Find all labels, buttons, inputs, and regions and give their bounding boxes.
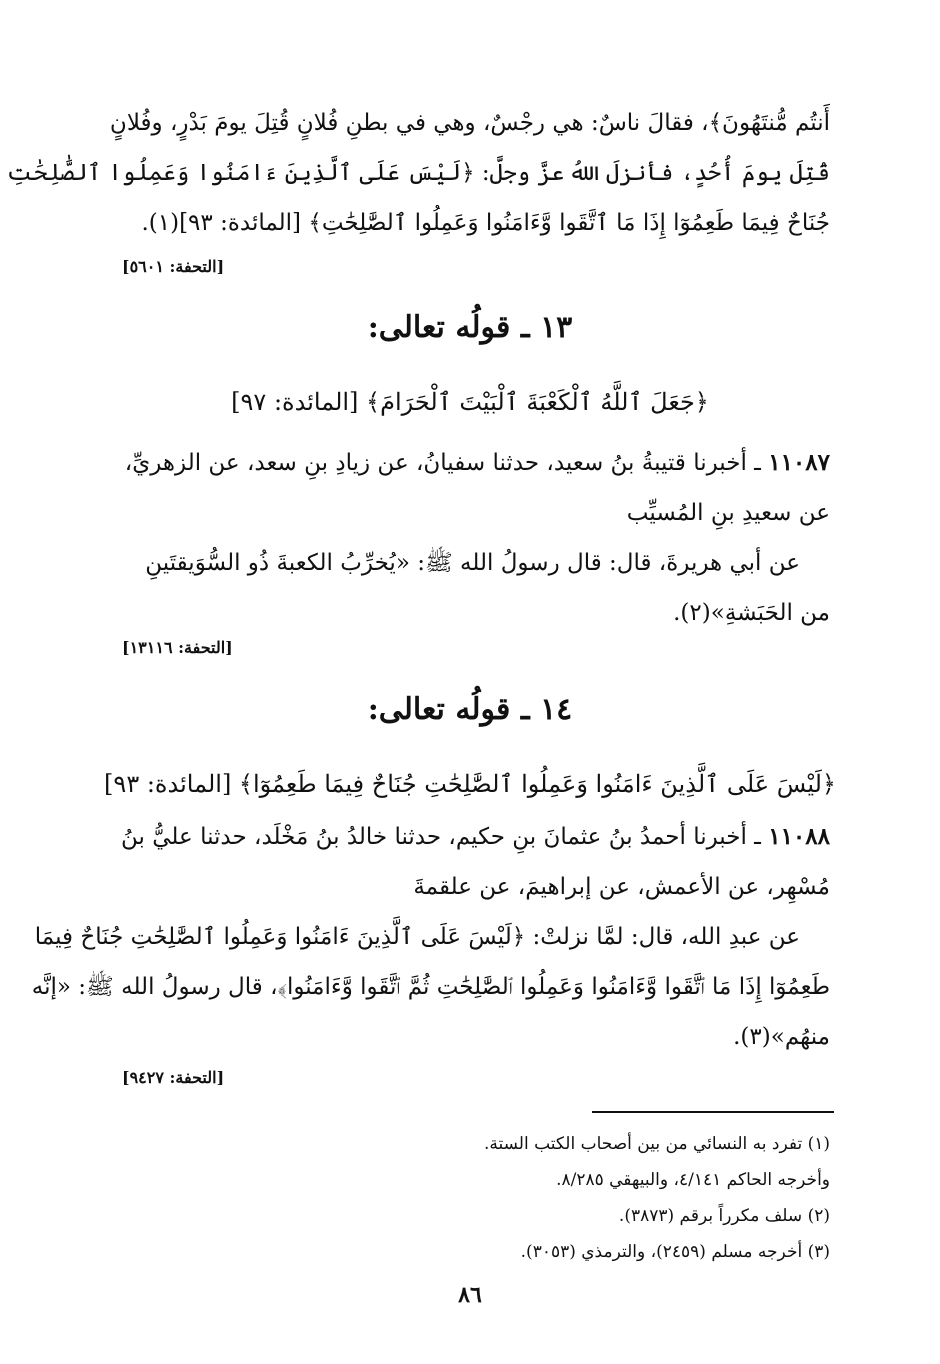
hadith-line: عن أبي هريرةَ، قال: قال رسولُ الله ﷺ: «يُخرِّبُ الكعبةَ ذُو السُّوَيقتَينِ	[145, 550, 800, 576]
hadith-line: طَعِمُوٓا إِذَا مَا ٱتَّقَوا وَّءَامَنُوا وَعَمِلُوا ٱلصَّٰلِحَٰتِ ثُمَّ ٱتَّقَوا وَّءَامَنُوا﴾، قال رسولُ الله ﷺ: «إنَّه	[31, 974, 830, 1000]
footnote: (١) تفرد به النسائي من بين أصحاب الكتب الستة.	[483, 1134, 830, 1154]
hadith-line: منهُم»(٣).	[733, 1024, 830, 1050]
footnote-divider	[592, 1111, 834, 1113]
tuhfa-reference: [التحفة: ٥٦٠١]	[122, 257, 225, 276]
hadith-line: عن عبدِ الله، قال: لمَّا نزلتْ: ﴿لَيْسَ عَلَى ٱلَّذِينَ ءَامَنُوا وَعَمِلُوا ٱلصَّٰلِحَٰتِ جُنَاحٌ فِيمَا	[34, 924, 800, 950]
hadith-line: من الحَبَشةِ»(٢).	[673, 600, 830, 626]
footnote: (٢) سلف مكرراً برقم (٣٨٧٣).	[618, 1206, 830, 1226]
quran-verse: ﴿جَعَلَ ٱللَّهُ ٱلْكَعْبَةَ ٱلْبَيْتَ ٱلْحَرَامَ﴾ [المائدة: ٩٧]	[231, 388, 709, 416]
passage-line: جُنَاحٌ فِيمَا طَعِمُوٓا إِذَا مَا ٱتَّقَوا وَّءَامَنُوا وَعَمِلُوا ٱلصَّٰلِحَٰتِ﴾ [المائدة: ٩٣](١).	[141, 210, 830, 236]
footnote: وأخرجه الحاكم ٤/١٤١، والبيهقي ٨/٢٨٥.	[556, 1170, 830, 1190]
tuhfa-reference: [التحفة: ١٣١١٦]	[122, 638, 233, 657]
top-passage	[6, 98, 830, 248]
section-heading: ١٤ ـ قولُه تعالى:	[367, 692, 573, 727]
passage-line: أَنتُم مُّنتَهُونَ﴾، فقالَ ناسٌ: هي رجْسٌ، وهي في بطنِ فُلانٍ قُتِلَ يومَ بَدْرٍ، وفُلانٍ	[109, 110, 830, 136]
hadith-block	[31, 812, 830, 1062]
section-heading: ١٣ ـ قولُه تعالى:	[367, 310, 573, 345]
hadith-block	[105, 438, 830, 638]
hadith-line: عن سعيدِ بنِ المُسيِّب	[626, 500, 830, 526]
hadith-number: ١١٠٨٧	[768, 449, 830, 476]
hadith-number: ١١٠٨٨	[768, 823, 830, 850]
hadith-line: ١١٠٨٧ ـ أخبرنا قتيبةُ بنُ سعيد، حدثنا سفيانُ، عن زيادِ بنِ سعد، عن الزهريِّ،	[124, 449, 830, 476]
quran-verse: ﴿لَيْسَ عَلَى ٱلَّذِينَ ءَامَنُوا وَعَمِلُوا ٱلصَّٰلِحَٰتِ جُنَاحٌ فِيمَا طَعِمُوٓا﴾ [المائدة: ٩٣]	[104, 770, 836, 798]
hadith-line: ١١٠٨٨ ـ أخبرنا أحمدُ بنُ عثمانَ بنِ حكيم، حدثنا خالدُ بنُ مَخْلَد، حدثنا عليُّ بنُ	[121, 823, 830, 850]
page-number: ٨٦	[458, 1282, 482, 1308]
passage-line: قُتِلَ يومَ أُحُدٍ، فأنزلَ اللهُ عزَّ وجلَّ: ﴿لَيْسَ عَلَى ٱلَّذِينَ ءَامَنُوا وَعَمِلُوا ٱلصَّٰلِحَٰتِ	[6, 160, 830, 186]
footnote: (٣) أخرجه مسلم (٢٤٥٩)، والترمذي (٣٠٥٣).	[520, 1242, 830, 1262]
tuhfa-reference: [التحفة: ٩٤٢٧]	[122, 1068, 225, 1087]
hadith-line: مُسْهِر، عن الأعمش، عن إبراهيمَ، عن علقمةَ	[413, 874, 830, 900]
